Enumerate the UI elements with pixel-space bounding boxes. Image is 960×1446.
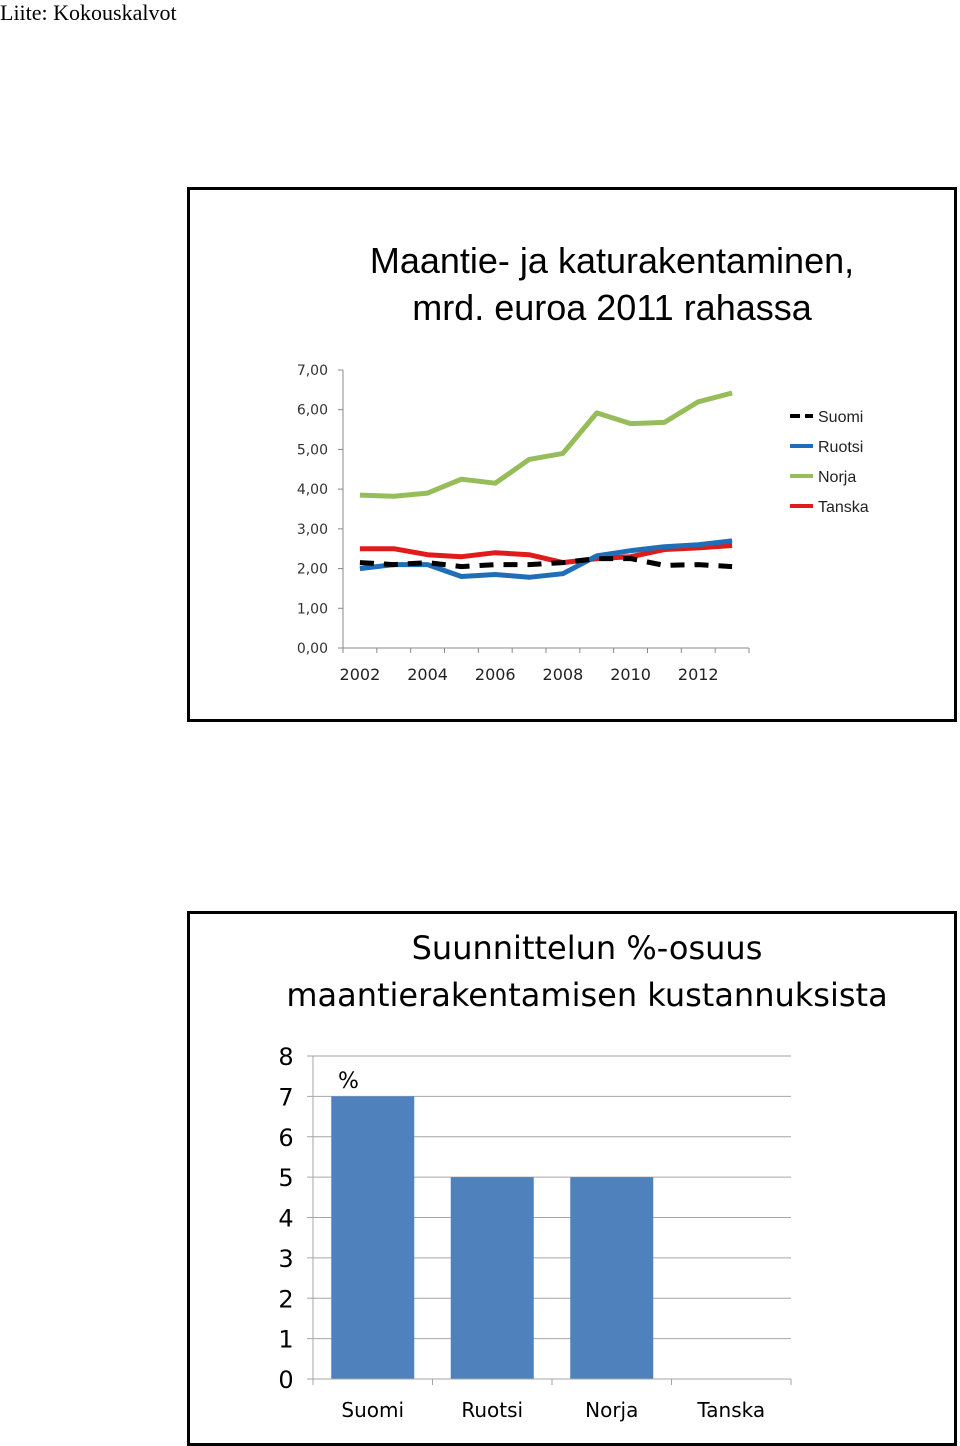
y-axis (278, 1043, 313, 1394)
legend-label-suomi: Suomi (818, 409, 864, 426)
x-tick-label-ruotsi: Ruotsi (461, 1398, 524, 1422)
bar-suomi (331, 1096, 414, 1379)
y-tick-label: 4,00 (296, 482, 328, 499)
chart-title-line: maantierakentamisen kustannuksista (286, 976, 888, 1014)
y-tick-label: 3 (278, 1244, 294, 1273)
legend-label-norja: Norja (818, 469, 857, 486)
y-tick-label: 7 (278, 1083, 294, 1112)
bars (331, 1096, 653, 1379)
x-tick-label: 2002 (339, 665, 381, 684)
legend (790, 409, 869, 516)
legend-label-tanska: Tanska (818, 499, 869, 516)
bar-chart (190, 914, 954, 1443)
y-tick-label: 2 (278, 1285, 294, 1314)
bar-norja (570, 1177, 653, 1379)
y-tick-label: 5 (278, 1164, 294, 1193)
annotation (338, 1069, 359, 1094)
y-tick-label: 4 (278, 1204, 294, 1233)
y-axis (297, 363, 343, 657)
bar-chart-panel (187, 911, 957, 1446)
series-lines (360, 393, 732, 577)
chart-title-line: Maantie- ja katurakentaminen, (369, 240, 855, 281)
y-tick-label: 3,00 (296, 521, 328, 538)
x-tick-label-suomi: Suomi (341, 1398, 405, 1422)
y-tick-label: 5,00 (296, 442, 328, 459)
y-tick-label: 6 (278, 1123, 294, 1152)
chart-title (370, 240, 854, 328)
series-line-norja (360, 393, 732, 496)
x-axis (340, 648, 749, 684)
y-tick-label: 0 (278, 1366, 294, 1394)
bar-ruotsi (451, 1177, 534, 1379)
chart-title-line: Suunnittelun %-osuus (411, 929, 763, 967)
y-tick-label: 1,00 (296, 601, 328, 618)
line-chart (190, 190, 954, 719)
y-tick-label: 6,00 (296, 402, 328, 419)
y-tick-label: 8 (278, 1043, 294, 1071)
line-chart-panel (187, 187, 957, 722)
x-tick-label: 2012 (677, 665, 719, 684)
percent-annotation: % (338, 1069, 359, 1094)
chart-title (286, 929, 887, 1014)
y-tick-label: 2,00 (296, 561, 328, 578)
y-tick-label: 7,00 (296, 363, 328, 379)
page-header: Liite: Kokouskalvot (0, 0, 177, 25)
x-tick-label: 2008 (542, 665, 584, 684)
y-tick-label: 1 (278, 1325, 294, 1354)
y-tick-label: 0,00 (296, 641, 328, 657)
chart-title-line: mrd. euroa 2011 rahassa (412, 287, 812, 328)
x-tick-label: 2006 (474, 665, 516, 684)
x-axis (313, 1379, 791, 1422)
x-tick-label: 2004 (407, 665, 448, 684)
x-tick-label-norja: Norja (585, 1398, 639, 1422)
x-tick-label: 2010 (610, 665, 651, 684)
x-tick-label-tanska: Tanska (697, 1398, 766, 1422)
legend-label-ruotsi: Ruotsi (818, 439, 864, 456)
